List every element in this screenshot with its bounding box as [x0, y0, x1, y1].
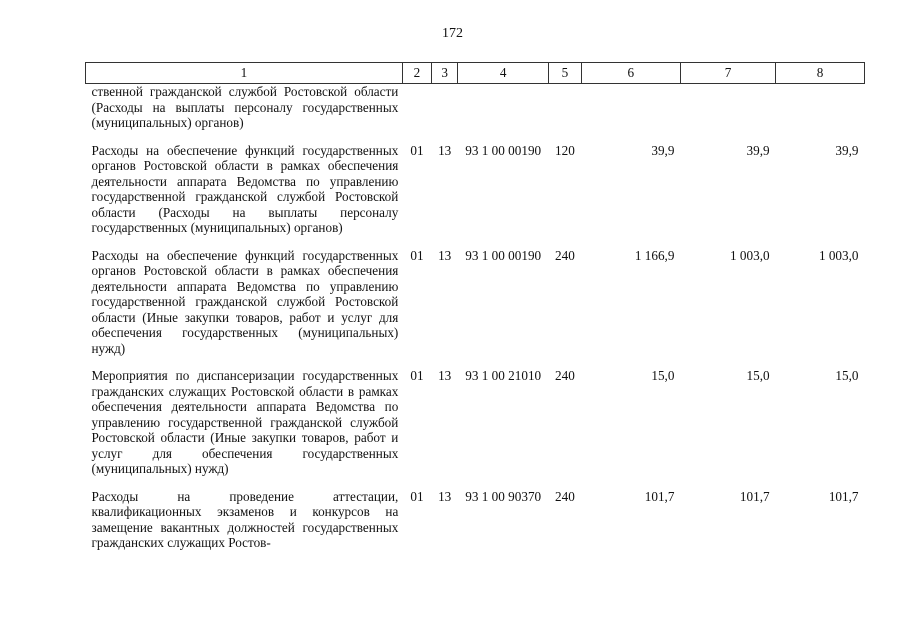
row-value-col7 [680, 84, 775, 141]
row-target-article-code: 93 1 00 21010 [465, 368, 542, 383]
row-description: Мероприятия по диспансеризации государственных гражданских служащих Ростовской области в рамках обеспечения деятельности аппарата Ведомства по управлению государственной гражданской службой Ростовской области (Иные закупки товаров, работ и услуг для обеспечения государственных (муниципальных) нужд) [91, 368, 399, 476]
row-value-col6: 39,9 [651, 142, 675, 158]
row-expense-type-code: 240 [555, 488, 575, 504]
column-header-1: 1 [86, 63, 403, 84]
row-expense-type-code [549, 84, 581, 141]
column-header-3: 3 [432, 63, 458, 84]
row-value-col7: 15,0 [746, 368, 770, 383]
row-section-code: 01 [410, 488, 424, 504]
row-section-code: 01 [410, 368, 424, 383]
row-section-code: 01 [410, 142, 424, 158]
row-expense-type-code: 120 [555, 142, 575, 158]
row-description: Расходы на обеспечение функций государственных органов Ростовской области в рамках обеспечения деятельности аппарата Ведомства по управлению государственной гражданской службой Ростовской области (Иные закупки товаров, работ и услуг для обеспечения государственных (муниципальных) нужд) [91, 247, 399, 356]
column-header-6: 6 [581, 63, 680, 84]
table-row [86, 366, 865, 487]
row-target-article-code [458, 84, 549, 141]
row-target-article-code: 93 1 00 00190 [465, 142, 542, 158]
table-row [86, 487, 865, 551]
table-row [86, 141, 865, 246]
row-value-col8: 101,7 [828, 488, 859, 504]
table-row [86, 246, 865, 367]
row-value-col7: 101,7 [739, 488, 770, 504]
column-header-2: 2 [402, 63, 431, 84]
row-value-col7: 39,9 [746, 142, 770, 158]
row-value-col7: 1 003,0 [730, 247, 770, 263]
row-description: Расходы на проведение аттестации, квалификационных экзаменов и конкурсов на замещение вакантных должностей государственных гражданских служащих Ростов- [91, 488, 399, 550]
page-number: 172 [442, 26, 463, 41]
row-subsection-code: 13 [438, 247, 452, 263]
column-header-7: 7 [680, 63, 775, 84]
row-value-col8: 15,0 [835, 368, 859, 383]
budget-table [85, 62, 865, 551]
row-value-col6 [581, 84, 680, 141]
row-section-code: 01 [410, 247, 424, 263]
row-expense-type-code: 240 [555, 247, 575, 263]
row-description: Расходы на обеспечение функций государственных органов Ростовской области в рамках обеспечения деятельности аппарата Ведомства по управлению государственной гражданской службой Ростовской области (Расходы на выплаты персоналу государственных (муниципальных) органов) [91, 142, 399, 235]
row-value-col8 [776, 84, 865, 141]
row-subsection-code: 13 [438, 142, 452, 158]
column-header-8: 8 [776, 63, 865, 84]
row-expense-type-code: 240 [555, 368, 575, 383]
row-subsection-code: 13 [438, 368, 452, 383]
row-subsection-code [432, 84, 458, 141]
row-value-col6: 1 166,9 [634, 247, 675, 263]
column-header-4: 4 [458, 63, 549, 84]
column-number-row [86, 63, 865, 84]
row-target-article-code: 93 1 00 90370 [465, 488, 542, 504]
table-body [86, 84, 865, 551]
table-header [86, 63, 865, 84]
table-row [86, 84, 865, 141]
row-description: ственной гражданской службой Ростовской области (Расходы на выплаты персоналу государственных (муниципальных) органов) [91, 84, 399, 130]
row-section-code [402, 84, 431, 141]
row-value-col6: 15,0 [651, 368, 675, 383]
row-value-col6: 101,7 [644, 488, 675, 504]
row-value-col8: 39,9 [835, 142, 859, 158]
column-header-5: 5 [549, 63, 581, 84]
row-target-article-code: 93 1 00 00190 [465, 247, 542, 263]
row-subsection-code: 13 [438, 488, 452, 504]
row-value-col8: 1 003,0 [818, 247, 859, 263]
